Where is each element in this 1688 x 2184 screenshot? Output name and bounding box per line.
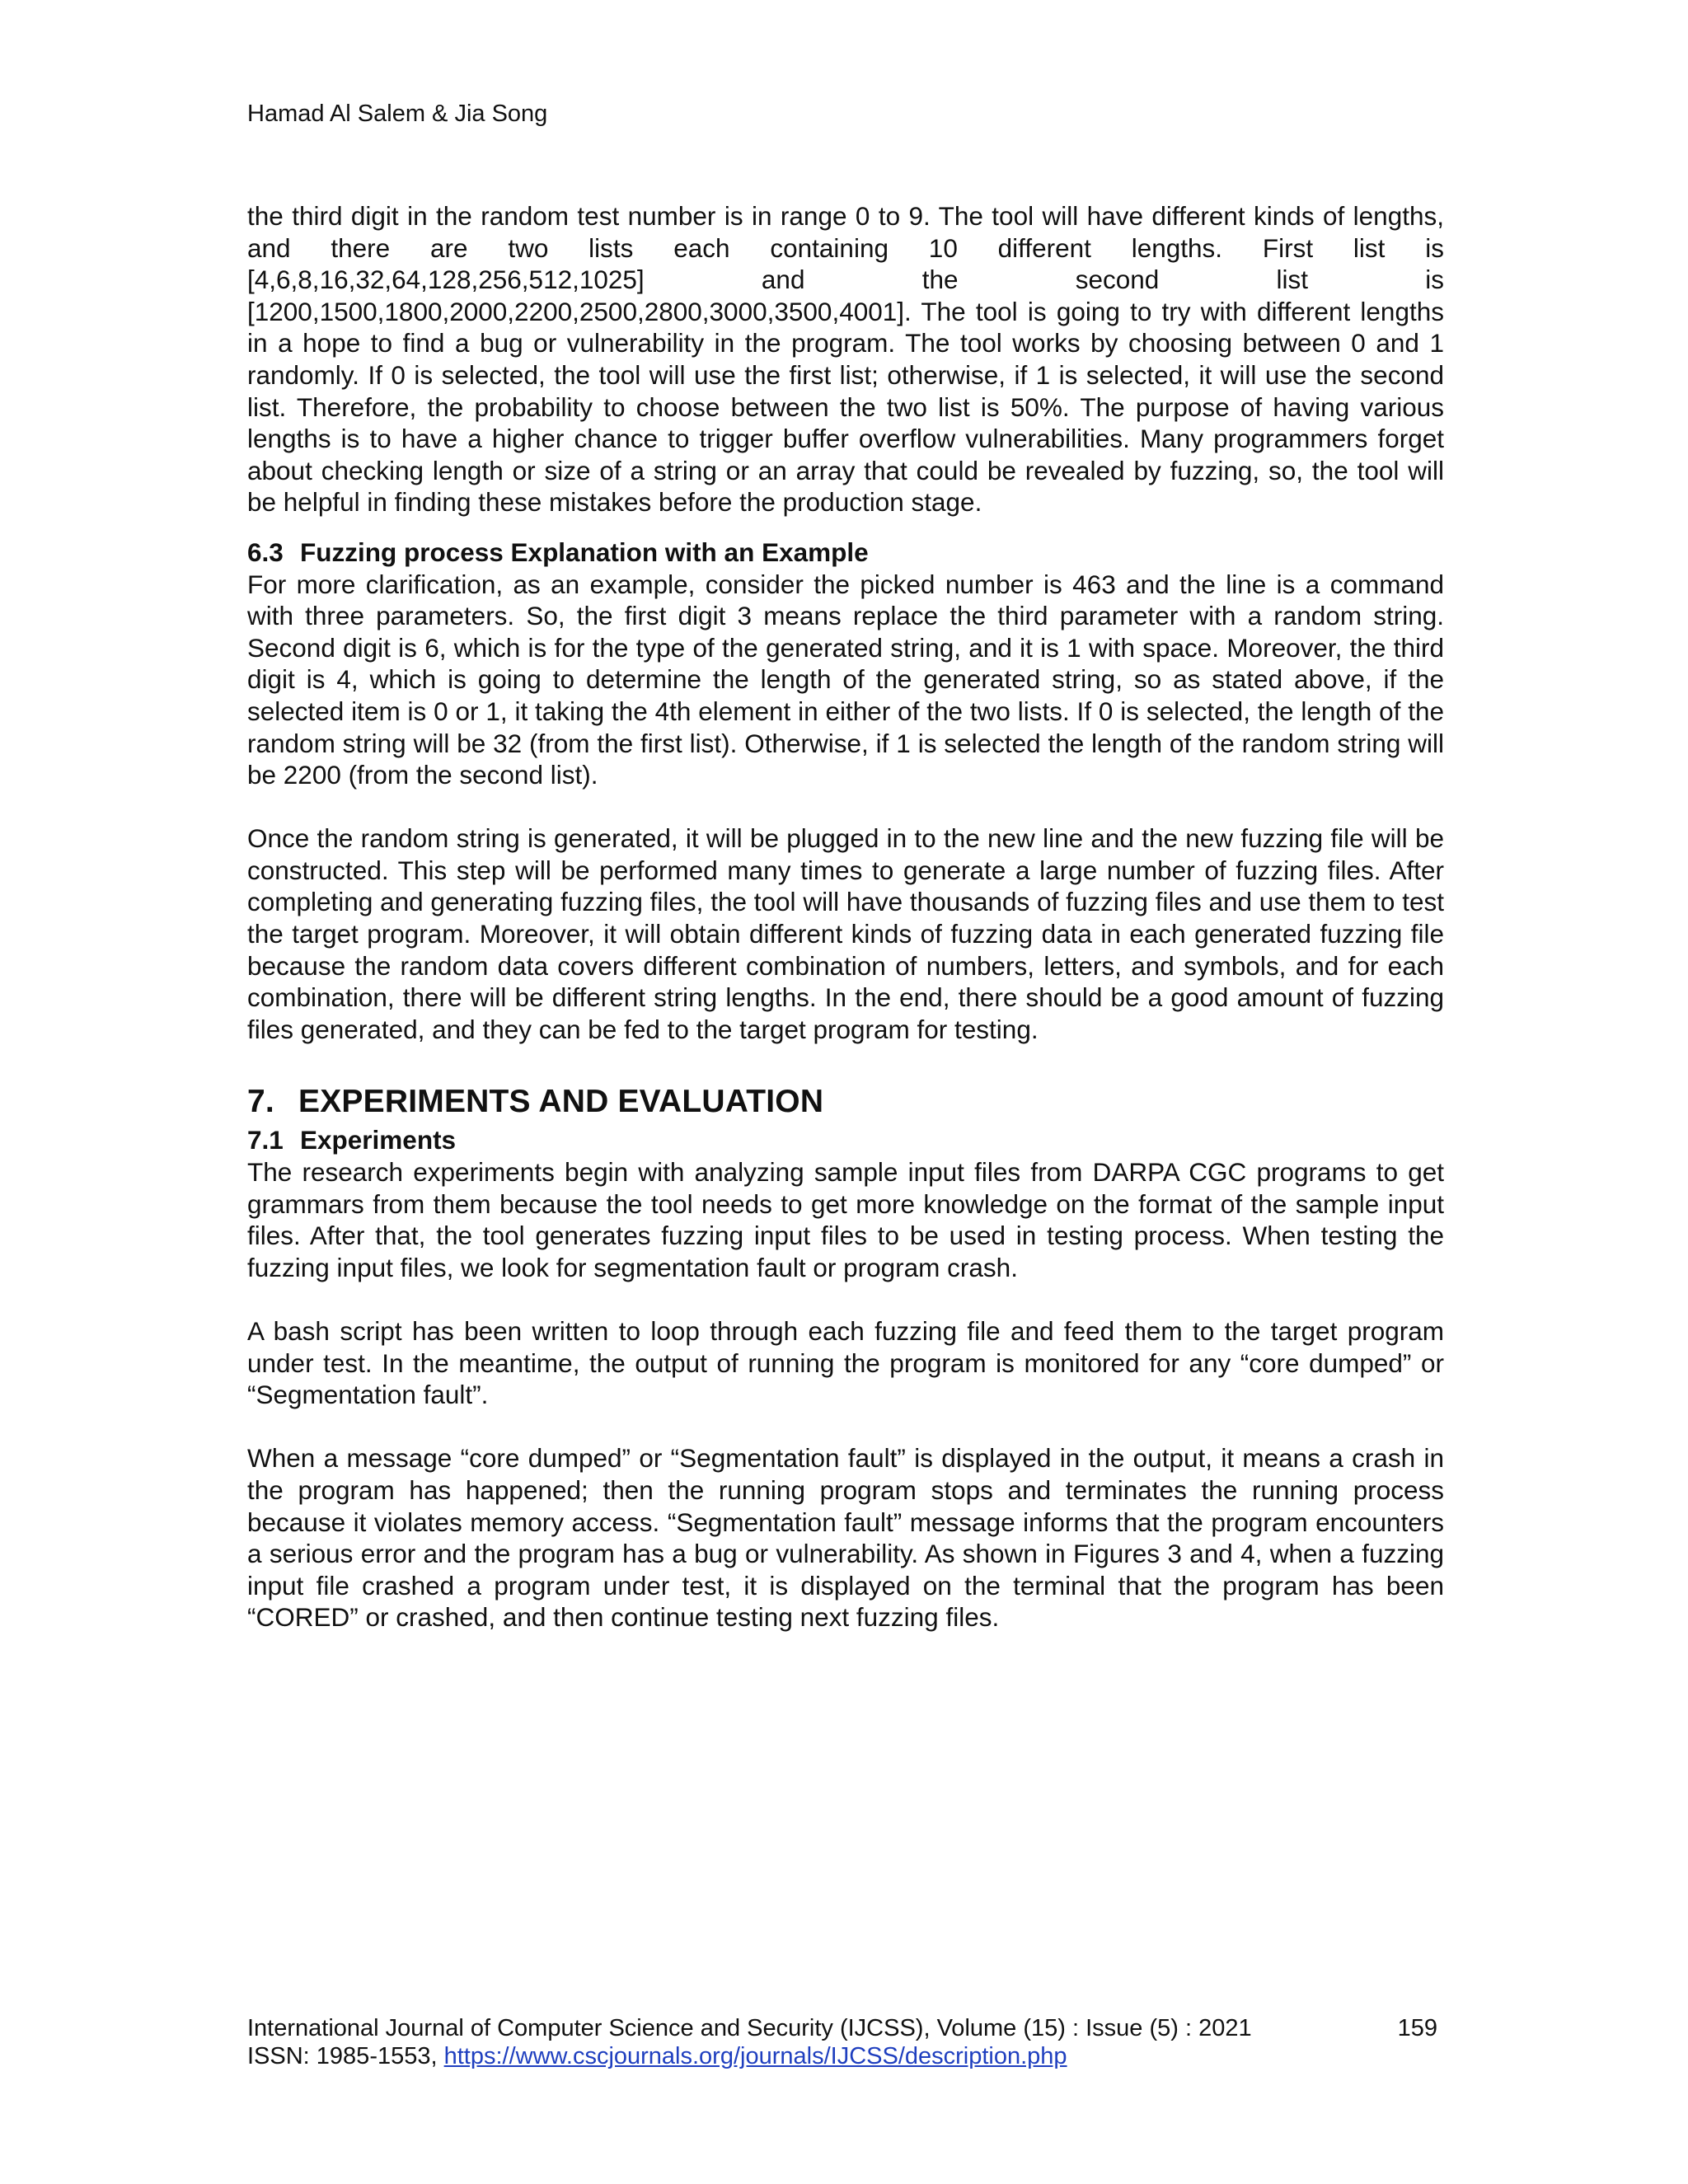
paragraph-experiments: The research experiments begin with analyzing sample input files from DARPA CGC programs to get grammars from them because the tool needs to get more knowledge on the format of the sample input files. After that, the tool generates fuzzing input files to be used in testing process. When testing the fuzzing input files, we look for segmentation fault or program crash. bbox=[247, 1157, 1444, 1282]
footer-issn-row bbox=[247, 2042, 1444, 2070]
page-content bbox=[247, 200, 1444, 1633]
paragraph-example: For more clarification, as an example, consider the picked number is 463 and the line is a command with three parameters. So, the first digit 3 means replace the third parameter with a random string. Second digit is 6, which is for the type of the generated string, and it is 1 with space. Moreover, the third digit is 4, which is going to determine the length of the generated string, so as stated above, if the selected item is 0 or 1, it taking the 4th element in either of the two lists. If 0 is selected, the length of the random string will be 32 (from the first list). Otherwise, if 1 is selected the length of the random string will be 2200 (from the second list). bbox=[247, 569, 1444, 790]
subsection-number: 7.1 bbox=[247, 1125, 284, 1155]
footer-journal-citation: International Journal of Computer Science and Security (IJCSS), Volume (15) : Issue (5) : 2021 bbox=[247, 2015, 1252, 2041]
paragraph-file-construction: Once the random string is generated, it will be plugged in to the new line and the new fuzzing file will be constructed. This step will be performed many times to generate a large number of fuzzing files. After completing and generating fuzzing files, the tool will have thousands of fuzzing files and use them to test the target program. Moreover, it will obtain different kinds of fuzzing data in each generated fuzzing file because the random data covers different combination of numbers, letters, and symbols, and for each combination, there will be different string lengths. In the end, there should be a good amount of fuzzing files generated, and they can be fed to the target program for testing. bbox=[247, 823, 1444, 1044]
paragraph-length-lists: the third digit in the random test number is in range 0 to 9. The tool will have different kinds of lengths, and there are two lists each containing 10 different lengths. First list is [4,6,8,16,32,64,128,256,512,1025] and the second list is [1200,1500,1800,2000,2200,2500,2800,3000,3500,4001]. The tool is going to try with different lengths in a hope to find a bug or vulnerability in the program. The tool works by choosing between 0 and 1 randomly. If 0 is selected, the tool will use the first list; otherwise, if 1 is selected, it will use the second list. Therefore, the probability to choose between the two list is 50%. The purpose of having various lengths is to have a higher chance to trigger buffer overflow vulnerabilities. Many programmers forget about checking length or size of a string or an array that could be revealed by fuzzing, so, the tool will be helpful in finding these mistakes before the production stage. bbox=[247, 201, 1444, 518]
page-number: 159 bbox=[1397, 2015, 1437, 2041]
section-number: 7. bbox=[247, 1084, 274, 1120]
subsection-heading-6-3 bbox=[247, 537, 1444, 569]
paragraph-bash-script: A bash script has been written to loop through each fuzzing file and feed them to the target program under test. In the meantime, the output of running the program is monitored for any “core dumped” or “Segmentation fault”. bbox=[247, 1316, 1444, 1410]
running-head-authors: Hamad Al Salem & Jia Song bbox=[247, 101, 548, 127]
subsection-number: 6.3 bbox=[247, 537, 284, 567]
paragraph-segfault: When a message “core dumped” or “Segmentation fault” is displayed in the output, it means a crash in the program has happened; then the running program stops and terminates the running process because it violates memory access. “Segmentation fault” message informs that the program encounters a serious error and the program has a bug or vulnerability. As shown in Figures 3 and 4, when a fuzzing input file crashed a program under test, it is displayed on the terminal that the program has been “CORED” or crashed, and then continue testing next fuzzing files. bbox=[247, 1443, 1444, 1633]
subsection-heading-7-1 bbox=[247, 1124, 1444, 1156]
page-footer bbox=[247, 2014, 1444, 2070]
subsection-title: Experiments bbox=[300, 1125, 457, 1155]
section-title: EXPERIMENTS AND EVALUATION bbox=[298, 1084, 824, 1120]
paper-page bbox=[247, 0, 1444, 2184]
footer-issn: ISSN: 1985-1553, bbox=[247, 2043, 438, 2069]
section-heading-7 bbox=[247, 1083, 1444, 1121]
footer-row bbox=[247, 2014, 1444, 2042]
journal-url-link[interactable]: https://www.cscjournals.org/journals/IJCSS/description.php bbox=[443, 2043, 1067, 2069]
subsection-title: Fuzzing process Explanation with an Example bbox=[300, 537, 869, 567]
